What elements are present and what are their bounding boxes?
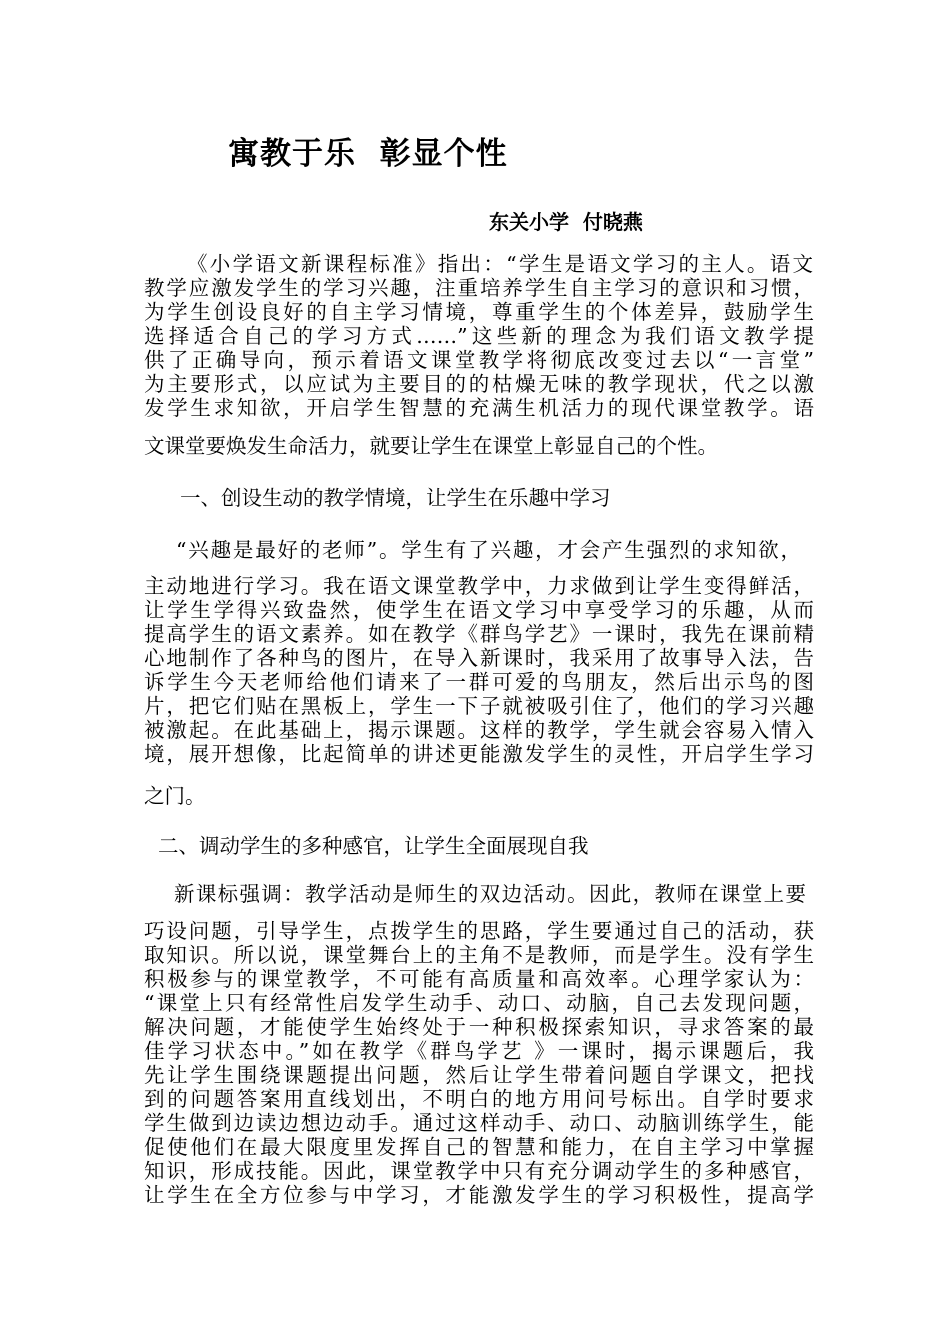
paragraph-line: 发学生求知欲，开启学生智慧的充满生机活力的现代课堂教学。语 — [144, 396, 814, 420]
paragraph-line: “兴趣是最好的老师”。学生有了兴趣，才会产生强烈的求知欲， — [176, 538, 801, 562]
paragraph-line: 学生做到边读边想边动手。通过这样动手、动口、动脑训练学生，能 — [144, 1111, 814, 1135]
paragraph-line: 片，把它们贴在黑板上，学生一下子就被吸引住了，他们的学习兴趣 — [144, 694, 814, 718]
paragraph-line: 让学生在全方位参与中学习，才能激发学生的学习积极性，提高学 — [144, 1183, 814, 1207]
paragraph-line: 先让学生围绕课题提出问题，然后让学生带着问题自学课文，把找 — [144, 1063, 814, 1087]
paragraph-line: 《小学语文新课程标准》指出：“学生是语文学习的主人。语文 — [187, 252, 813, 276]
paragraph-line: 主动地进行学习。我在语文课堂教学中，力求做到让学生变得鲜活， — [144, 574, 814, 598]
paragraph-line: “课堂上只有经常性启发学生动手、动口、动脑，自己去发现问题， — [144, 991, 814, 1015]
paragraph-line: 佳学习状态中。”如在教学《群鸟学艺 》一课时，揭示课题后，我 — [144, 1039, 814, 1063]
document-title: 寓教于乐 彰显个性 — [228, 136, 508, 172]
paragraph-line: 为主要形式，以应试为主要目的的枯燥无味的教学现状，代之以激 — [144, 372, 814, 396]
paragraph-line: 境，展开想像，比起简单的讲述更能激发学生的灵性，开启学生学习 — [144, 742, 814, 766]
paragraph-line: 取知识。所以说，课堂舞台上的主角不是教师，而是学生。没有学生 — [144, 943, 814, 967]
paragraph-line: 诉学生今天老师给他们请来了一群可爱的鸟朋友，然后出示鸟的图 — [144, 670, 814, 694]
paragraph-line: 解决问题，才能使学生始终处于一种积极探索知识，寻求答案的最 — [144, 1015, 814, 1039]
paragraph-line: 积极参与的课堂教学，不可能有高质量和高效率。心理学家认为： — [144, 967, 814, 991]
author-line: 东关小学 付晓燕 — [489, 210, 643, 234]
paragraph-line: 为学生创设良好的自主学习情境，尊重学生的个体差异，鼓励学生 — [144, 300, 814, 324]
paragraph-line: 到的问题答案用直线划出，不明白的地方用问号标出。自学时要求 — [144, 1087, 814, 1111]
paragraph-line: 之门。 — [144, 784, 206, 808]
paragraph-line: 让学生学得兴致盎然，使学生在语文学习中享受学习的乐趣，从而 — [144, 598, 814, 622]
section-heading: 二、调动学生的多种感官，让学生全面展现自我 — [158, 834, 589, 858]
paragraph-line: 教学应激发学生的学习兴趣，注重培养学生自主学习的意识和习惯， — [144, 276, 814, 300]
paragraph-line: 选择适合自己的学习方式……”这些新的理念为我们语文教学提 — [144, 324, 814, 348]
paragraph-line: 知识，形成技能。因此，课堂教学中只有充分调动学生的多种感官， — [144, 1159, 814, 1183]
paragraph-line: 巧设问题，引导学生，点拨学生的思路，学生要通过自己的活动，获 — [144, 919, 814, 943]
paragraph-line: 提高学生的语文素养。如在教学《群鸟学艺》一课时，我先在课前精 — [144, 622, 814, 646]
paragraph-line: 新课标强调：教学活动是师生的双边活动。因此，教师在课堂上要 — [174, 882, 806, 906]
paragraph-line: 供了正确导向，预示着语文课堂教学将彻底改变过去以“一言堂” — [144, 348, 814, 372]
paragraph-line: 心地制作了各种鸟的图片，在导入新课时，我采用了故事导入法，告 — [144, 646, 814, 670]
paragraph-line: 被激起。在此基础上，揭示课题。这样的教学，学生就会容易入情入 — [144, 718, 814, 742]
paragraph-line: 促使他们在最大限度里发挥自己的智慧和能力，在自主学习中掌握 — [144, 1135, 814, 1159]
paragraph-line: 文课堂要焕发生命活力，就要让学生在课堂上彰显自己的个性。 — [144, 434, 718, 458]
section-heading: 一、创设生动的教学情境，让学生在乐趣中学习 — [180, 486, 611, 510]
